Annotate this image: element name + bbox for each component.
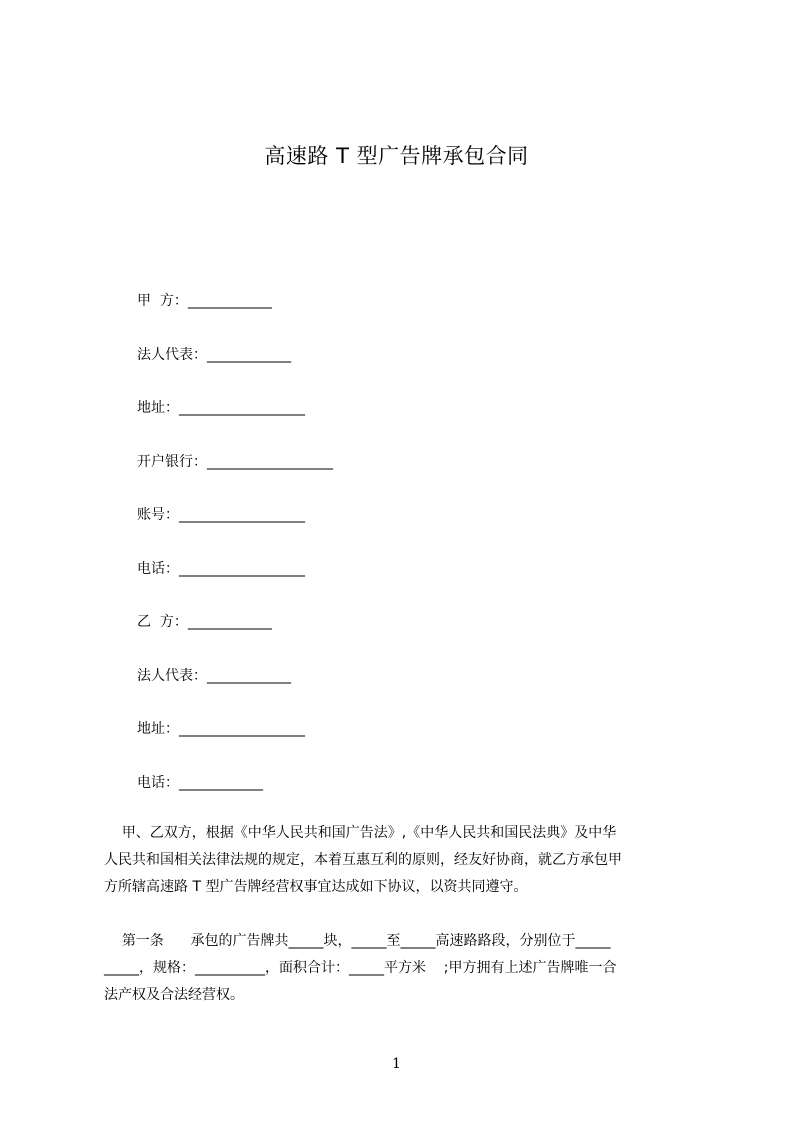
party-b-phone-field: 电话：____________ [137,775,263,791]
party-a-phone-field: 电话：__________________ [137,561,305,577]
party-a-address-field: 地址：__________________ [137,400,305,416]
party-b-legal-rep-field: 法人代表：____________ [137,668,291,684]
party-a-account-field: 账号：__________________ [137,507,305,523]
party-b-name-field: 乙 方：____________ [137,614,272,630]
intro-line: 人民共和国相关法律法规的规定，本着互惠互利的原则，经友好协商，就乙方承包甲 [104,852,622,868]
page-number: 1 [392,1056,401,1072]
document-title: 高速路 T 型广告牌承包合同 [264,144,529,168]
party-a-bank-field: 开户银行：__________________ [137,454,333,470]
article-1-line: 第一条 承包的广告牌共_____块，_____至_____高速路路段，分别位于_____ [104,933,611,949]
intro-line: 方所辖高速路 T 型广告牌经营权事宜达成如下协议，以资共同遵守。 [104,879,528,895]
intro-paragraph [104,820,704,901]
intro-line: 甲、乙双方，根据《中华人民共和国广告法》,《中华人民共和国民法典》及中华 [104,825,617,841]
party-a-legal-rep-field: 法人代表：____________ [137,347,291,363]
article-1-line: _____，规格：__________，面积合计：_____平方米 ;甲方拥有上述广告牌唯一合 [104,960,617,976]
party-b-address-field: 地址：__________________ [137,721,305,737]
party-a-name-field: 甲 方：____________ [137,293,272,309]
article-1-line: 法产权及合法经营权。 [104,987,244,1003]
article-1-paragraph [104,928,704,1009]
